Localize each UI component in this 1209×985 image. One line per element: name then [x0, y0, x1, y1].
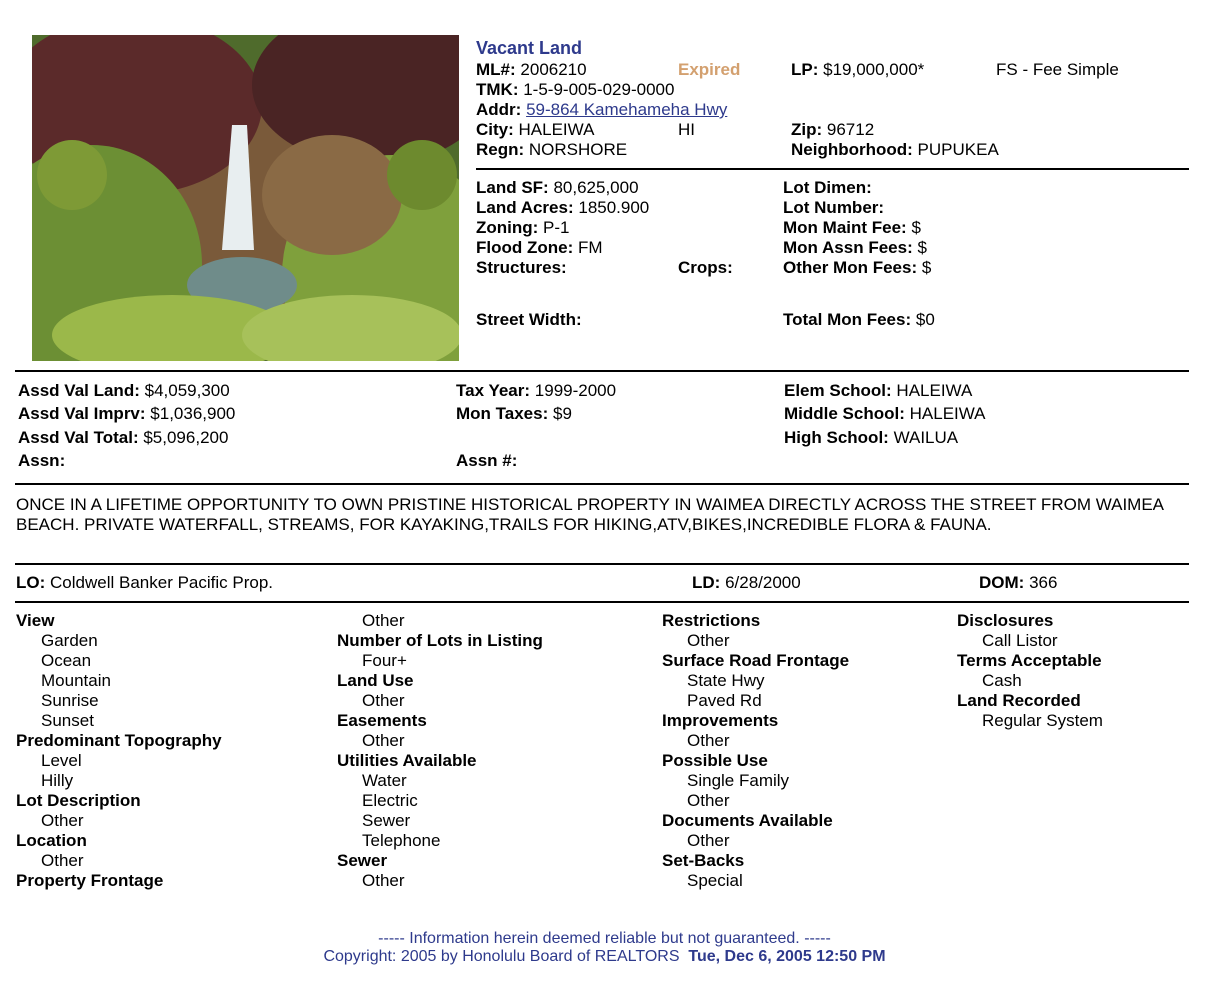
flood-zone: Flood Zone: FM — [476, 238, 603, 257]
feature-item: Other — [362, 691, 405, 710]
features-col-4 — [957, 611, 1103, 731]
feature-heading: Utilities Available — [337, 751, 477, 770]
listing-date: LD: 6/28/2000 — [692, 573, 801, 592]
disclaimer: ----- Information herein deemed reliable but not guaranteed. ----- — [378, 930, 831, 947]
feature-heading: Lot Description — [16, 791, 141, 810]
feature-item: Other — [41, 851, 84, 870]
feature-heading: Number of Lots in Listing — [337, 631, 543, 650]
feature-item: Other — [687, 731, 730, 750]
feature-heading: Easements — [337, 711, 427, 730]
mon-maint-fee: Mon Maint Fee: $ — [783, 218, 921, 237]
neighborhood: Neighborhood: PUPUKEA — [791, 140, 999, 159]
feature-item: Hilly — [41, 771, 74, 790]
feature-item: Other — [41, 811, 84, 830]
assn-number: Assn #: — [456, 451, 518, 470]
feature-heading: Documents Available — [662, 811, 833, 830]
divider — [15, 563, 1189, 565]
state: HI — [678, 120, 695, 139]
assd-val-total: Assd Val Total: $5,096,200 — [18, 428, 229, 447]
crops: Crops: — [678, 258, 733, 277]
feature-item: Mountain — [41, 671, 111, 690]
feature-item: Other — [687, 791, 730, 810]
copyright-line — [0, 947, 1209, 967]
feature-item: Four+ — [362, 651, 407, 670]
status-badge: Expired — [678, 60, 741, 79]
days-on-market: DOM: 366 — [979, 573, 1058, 592]
feature-item: Other — [687, 631, 730, 650]
feature-heading: Set-Backs — [662, 851, 745, 870]
feature-heading: Property Frontage — [16, 871, 164, 890]
feature-item: Telephone — [362, 831, 441, 850]
remarks: ONCE IN A LIFETIME OPPORTUNITY TO OWN PRISTINE HISTORICAL PROPERTY IN WAIMEA DIRECTLY ACROSS THE STREET FROM WAIMEA BEACH. PRIVATE WATERFALL, STREAMS, FOR KAYAKING,TRAILS FOR HIKING,ATV,BIKES,INCREDIBLE FLORA & FAUNA. — [16, 495, 1164, 534]
feature-item: Other — [362, 731, 405, 750]
copyright: Copyright: 2005 by Honolulu Board of REALTORS — [323, 948, 680, 965]
feature-heading: Land Recorded — [957, 691, 1081, 710]
city: City: HALEIWA — [476, 120, 595, 139]
feature-item: Water — [362, 771, 407, 790]
high-school: High School: WAILUA — [784, 428, 959, 447]
total-mon-fees: Total Mon Fees: $0 — [783, 310, 935, 329]
feature-item: Garden — [41, 631, 98, 650]
divider — [15, 370, 1189, 372]
address: Addr: 59-864 Kamehameha Hwy — [476, 100, 728, 119]
middle-school: Middle School: HALEIWA — [784, 404, 986, 423]
feature-item: Special — [687, 871, 743, 890]
other-mon-fees: Other Mon Fees: $ — [783, 258, 932, 277]
feature-heading: Restrictions — [662, 611, 761, 630]
feature-item: Sunset — [41, 711, 94, 730]
mon-assn-fees: Mon Assn Fees: $ — [783, 238, 927, 257]
feature-heading: View — [16, 611, 55, 630]
feature-item: Cash — [982, 671, 1022, 690]
feature-heading: Improvements — [662, 711, 779, 730]
print-timestamp: Tue, Dec 6, 2005 12:50 PM — [688, 948, 886, 965]
divider — [476, 168, 1189, 170]
feature-heading: Surface Road Frontage — [662, 651, 850, 670]
features-col-1 — [16, 611, 222, 891]
elem-school: Elem School: HALEIWA — [784, 381, 973, 400]
listing-office: LO: Coldwell Banker Pacific Prop. — [16, 573, 273, 592]
divider — [15, 483, 1189, 485]
feature-item: Single Family — [687, 771, 790, 790]
zoning: Zoning: P-1 — [476, 218, 570, 237]
features-col-2 — [337, 611, 543, 891]
ml-number: ML#: 2006210 — [476, 60, 587, 79]
tenure: FS - Fee Simple — [996, 60, 1119, 79]
feature-heading: Disclosures — [957, 611, 1054, 630]
list-price: LP: $19,000,000* — [791, 60, 925, 79]
tax-year: Tax Year: 1999-2000 — [456, 381, 617, 400]
land-acres: Land Acres: 1850.900 — [476, 198, 650, 217]
mon-taxes: Mon Taxes: $9 — [456, 404, 572, 423]
assn: Assn: — [18, 451, 66, 470]
feature-item: Sewer — [362, 811, 411, 830]
feature-item: Electric — [362, 791, 418, 810]
region: Regn: NORSHORE — [476, 140, 628, 159]
feature-item: Other — [362, 871, 405, 890]
street-width: Street Width: — [476, 310, 582, 329]
feature-item: Regular System — [982, 711, 1103, 730]
land-sf: Land SF: 80,625,000 — [476, 178, 639, 197]
feature-heading: Land Use — [337, 671, 414, 690]
feature-item: Ocean — [41, 651, 92, 670]
feature-heading: Sewer — [337, 851, 388, 870]
feature-item: Sunrise — [41, 691, 99, 710]
divider — [15, 601, 1189, 603]
assd-val-land: Assd Val Land: $4,059,300 — [18, 381, 230, 400]
feature-heading: Predominant Topography — [16, 731, 222, 750]
property-type: Vacant Land — [476, 38, 583, 58]
features-col-3 — [662, 611, 849, 891]
feature-heading: Terms Acceptable — [957, 651, 1102, 670]
feature-item: Level — [41, 751, 82, 770]
feature-item: Other — [362, 611, 405, 630]
feature-heading: Possible Use — [662, 751, 768, 770]
address-link[interactable]: 59-864 Kamehameha Hwy — [526, 100, 728, 119]
structures: Structures: — [476, 258, 567, 277]
feature-item: Paved Rd — [687, 691, 762, 710]
feature-item: State Hwy — [687, 671, 765, 690]
assd-val-imprv: Assd Val Imprv: $1,036,900 — [18, 404, 236, 423]
lot-number: Lot Number: — [783, 198, 885, 217]
zip: Zip: 96712 — [791, 120, 875, 139]
tmk: TMK: 1-5-9-005-029-0000 — [476, 80, 675, 99]
feature-item: Other — [687, 831, 730, 850]
property-photo — [32, 35, 459, 361]
lot-dimen: Lot Dimen: — [783, 178, 872, 197]
feature-item: Call Listor — [982, 631, 1058, 650]
feature-heading: Location — [16, 831, 87, 850]
